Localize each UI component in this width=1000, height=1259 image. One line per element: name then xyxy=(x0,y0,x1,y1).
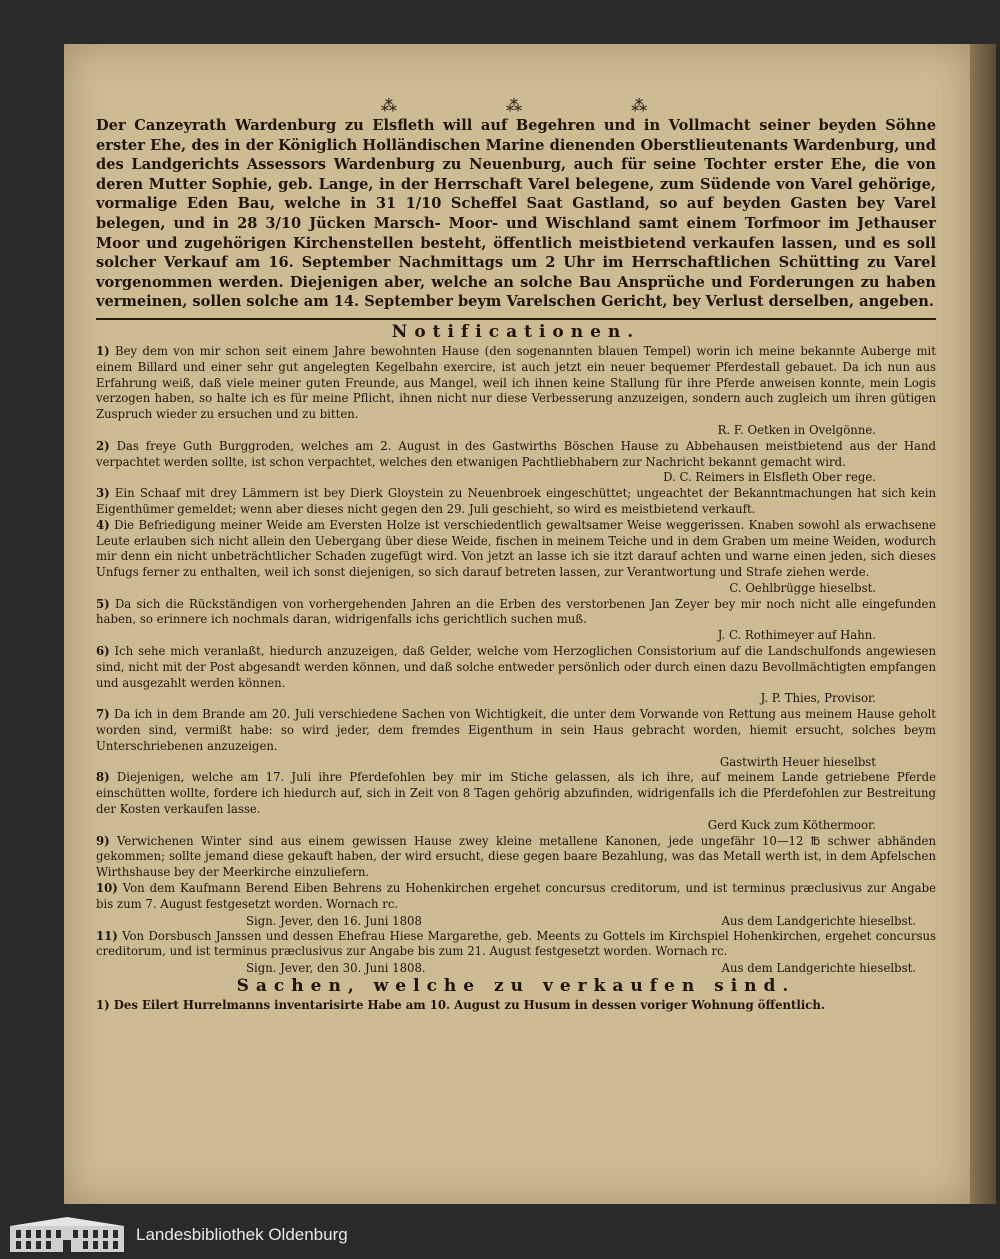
viewer-footer xyxy=(0,1212,1000,1259)
notification-signature: C. Oehlbrügge hieselbst. xyxy=(729,580,876,595)
ornament-glyph: ⁂ xyxy=(380,96,401,115)
notification-item: 6) Ich sehe mich veranlaßt, hiedurch anzuzeigen, daß Gelder, welche vom Herzoglichen Consistorium auf die Landschulfonds angewiesen sind, nicht mit der Post abgesandt werden können, und daß solche entweder persönlich oder durch einen dazu Bevollmächtigten empfangen und ausgezahlt werden können. xyxy=(96,644,936,690)
section-heading-sale: Sachen, welche zu verkaufen sind. xyxy=(236,976,796,997)
court-signature-line: Sign. Jever, den 16. Juni 1808 Aus dem Landgerichte hieselbst. xyxy=(246,913,916,928)
notification-list xyxy=(96,344,936,976)
notification-item: 3) Ein Schaaf mit drey Lämmern ist bey Dierk Gloystein zu Neuenbroek eingeschüttet; ungeachtet der Bekanntmachungen hat sich kein Eigenthümer gemeldet; wenn aber dieses nicht gegen den 29. Juli geschieht, so wird es meistbietend verkauft. xyxy=(96,486,936,516)
page-text xyxy=(96,96,936,1014)
intro-paragraph: Der Canzeyrath Wardenburg zu Elsfleth will auf Begehren und in Vollmacht seiner beyden Söhne erster Ehe, des in der Königlich Holländischen Marine dienenden Oberstlieutenants Wardenburg, und des Landgerichts Assessors Wardenburg zu Neuenburg, auch für seine Tochter erster Ehe, die von deren Mutter Sophie, geb. Lange, in der Herrschaft Varel belegene, zum Südende von Varel gehörige, vormalige Eden Bau, welche in 31 1/10 Scheffel Saat Gastland, so auf beyden Gasten bey Varel belegen, und in 28 3/10 Jücken Marsch- Moor- und Wischland samt einem Torfmoor im Jethauser Moor und zugehörigen Kirchenstellen besteht, öffentlich meistbietend verkaufen lassen, und es soll solcher Verkauf am 16. September Nachmittags um 2 Uhr im Herrschaftlichen Schütting zu Varel vorgenommen werden. Diejenigen aber, welche an solche Bau Ansprüche und Forderungen zu haben vermeinen, sollen solche am 14. September beym Varelschen Gericht, bey Verlust derselben, angeben. xyxy=(96,117,936,311)
notification-signature: D. C. Reimers in Elsfleth Ober rege. xyxy=(663,470,876,485)
notification-item: 4) Die Befriedigung meiner Weide am Eversten Holze ist verschiedentlich gewaltsamer Weise weggerissen. Knaben sowohl als erwachsene Leute erlauben sich nicht allein den Uebergang über diese Weide, fischen in meinem Teiche und in dem Graben um meine Weiden, wodurch mir denn ein nicht unbeträchtlicher Schaden zugefügt wird. Von jetzt an lasse ich sie itzt darauf achten und warne einen jeden, sich dieses Unfugs ferner zu enthalten, weil ich sonst diejenigen, so sich darauf betreten lassen, zur Verantwortung und Strafe ziehen werde. xyxy=(96,517,936,580)
section-heading-notifications: Notificationen. xyxy=(391,321,641,342)
ornament-row xyxy=(96,96,936,116)
ornament-glyph: ⁂ xyxy=(506,96,526,115)
notification-signature: J. C. Rothimeyer auf Hahn. xyxy=(717,628,876,643)
notification-item: 10) Von dem Kaufmann Berend Eiben Behrens zu Hohenkirchen ergehet concursus creditorum, und ist terminus præclusivus zur Angabe bis zum 7. August festgesetzt worden. Wornach rc. xyxy=(96,881,937,911)
notification-item: 9) Verwichenen Winter sind aus einem gewissen Hause zwey kleine metallene Kanonen, jede ungefähr 10—12 ℔ schwer abhänden gekommen; sollte jemand diese gekauft haben, der wird ersucht, diese gegen baare Bezahlung, was das Metall werth ist, in dem Apfelschen Wirthshause bey der Meerkirche einzuliefern. xyxy=(96,833,936,880)
divider xyxy=(96,318,936,320)
court-signature-line: Sign. Jever, den 30. Juni 1808. Aus dem Landgerichte hieselbst. xyxy=(246,961,916,976)
notification-item: 1) Bey dem von mir schon seit einem Jahre bewohnten Hause (den sogenannten blauen Tempel) worin ich meine bekannte Auberge mit einem Billard und einer sehr gut angelegten Kegelbahn exercire, ist auch jetzt ein neuer bequemer Pferdestall gebauet. Da ich nun aus Erfahrung weiß, daß viele meiner guten Freunde, aus Mangel, weil ich ihnen keine Stallung für ihre Pferde anweisen konnte, mein Logis verzogen haben, so halte ich es für meine Pflicht, ihnen nicht nur diese Verbesserung anzuzeigen, sondern auch zugleich um ihren gütigen Zuspruch wieder zu ersuchen und zu bitten. xyxy=(96,343,936,422)
notification-signature: J. P. Thies, Provisor. xyxy=(760,691,876,706)
book-edge xyxy=(970,44,996,1204)
notification-signature: Gerd Kuck zum Köthermoor. xyxy=(707,817,876,832)
notification-signature: Gastwirth Heuer hieselbst xyxy=(719,754,876,769)
notification-item: 2) Das freye Guth Burggroden, welches am 2. August in des Gastwirths Böschen Hause zu Abbehausen meistbietend aus der Hand verpachtet werden sollte, ist schon verpachtet, welches den etwanigen Pachtliebhabern zur Nachricht bekannt gemacht wird. xyxy=(96,438,936,469)
notification-item: 11) Von Dorsbusch Janssen und dessen Ehefrau Hiese Margarethe, geb. Meents zu Gottels im Kirchspiel Hohenkirchen, ergehet concursus creditorum, und ist terminus præclusivus zur Angabe bis zum 21. August festgesetzt worden. Wornach rc. xyxy=(96,928,936,959)
sale-item: 1) Des Eilert Hurrelmanns inventarisirte Habe am 10. August zu Husum in dessen voriger Wohnung öffentlich. xyxy=(96,998,825,1013)
notification-item: 7) Da ich in dem Brande am 20. Juli verschiedene Sachen von Wichtigkeit, die unter dem Vorwande von Rettung aus meinem Hause geholt worden sind, vermißt habe: so wird jeder, dem fremdes Eigenthum in sein Haus gebracht worden, hiemit ersucht, solches beym Unterschriebenen anzuzeigen. xyxy=(96,707,936,753)
library-building-icon xyxy=(8,1216,126,1254)
library-name: Landesbibliothek Oldenburg xyxy=(136,1225,348,1244)
ornament-glyph: ⁂ xyxy=(631,96,652,115)
notification-item: 5) Da sich die Rückständigen von vorhergehenden Jahren an die Erben des verstorbenen Jan Zeyer bey mir noch nicht alle eingefunden haben, so erinnere ich nochmals daran, widrigenfalls ichs gerichtlich suchen muß. xyxy=(96,596,936,627)
notification-signature: R. F. Oetken in Ovelgönne. xyxy=(717,422,876,437)
notification-item: 8) Diejenigen, welche am 17. Juli ihre Pferdefohlen bey mir im Stiche gelassen, als ich ihre, auf meinem Lande getriebene Pferde einschütten wollte, fordere ich hiedurch auf, sich in Zeit von 8 Tagen gehörig abzufinden, widrigenfalls ich die Pferdefohlen zur Bestreitung der Kosten verkaufen lasse. xyxy=(96,770,936,817)
